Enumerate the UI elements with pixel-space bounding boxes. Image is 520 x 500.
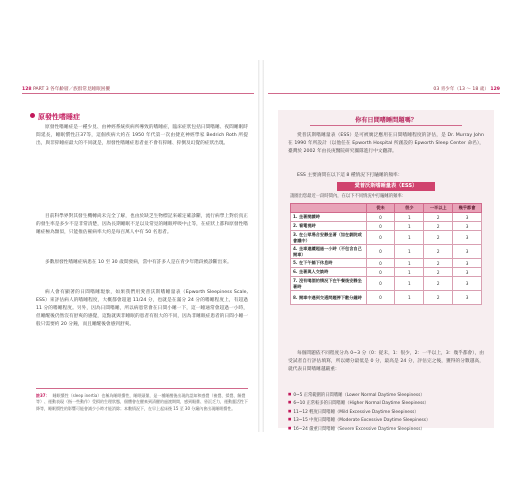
list-item: ■ 16~24 嚴重日間嗜睡（Severe Excessive Daytime Sleepiness） [288,425,484,433]
ess-score: 3 [453,245,482,259]
footnote-text: 睡眠慣性（sleep inertia）也稱為睡眠慣性，睡眠頭暈，是一種睡醒後出現的認知和感覺（複覺、揉覺、解覺等）、運動表現（指一些動作）受損的生理狀態，個體會在醒來到清醒的過渡期間，感到眼暈、昏沉乏力，運動靈活性下降等，睡眠慣性的影響可能會減少小時才能消除；本數情況下，在早上起床後 15 至 30 分鐘內會出現睡眠慣性。 [36,393,248,411]
table-row [291,213,482,222]
ess-score: 0 [366,259,395,268]
footnote [36,393,248,412]
table-row [291,259,482,268]
ess-score: 1 [395,291,424,305]
ess-score: 2 [424,222,453,231]
ess-score: 1 [395,259,424,268]
right-chapter-title: 03 青少年（13 ～ 18 歲） [433,87,489,92]
ess-item: 8. 開車中遇到交通問題停下數分鐘時 [291,291,367,305]
book-spread [18,60,504,432]
ess-score: 0 [366,245,395,259]
ess-score: 3 [453,231,482,245]
ess-intro: 愛普沃斯嗜睡量表（ESS）是可被廣泛應用在日間嗜睡程度的評估，是 Dr. Murray John 在 1990 年所設計（以他任在 Epworth Hospital 所創設的 Epworth Sleep Center 命名），臺灣於 2002 年由長庚醫院研究團隊進行中文翻譯。 [288,133,484,154]
right-running-header [433,86,500,92]
table-row [291,277,482,291]
ess-score: 2 [424,268,453,277]
bullet-dot-icon [30,113,35,118]
list-item: ■ 11~12 輕度日間嗜睡（Mild Excessive Daytime Sleepiness） [288,408,484,416]
ess-score: 1 [395,222,424,231]
ess-col-rarely: 很少 [395,204,424,213]
ess-score: 3 [453,291,482,305]
ess-score: 2 [424,231,453,245]
section-title-text: 原發性嗜睡症 [38,113,80,121]
ess-score: 2 [424,213,453,222]
ess-score: 3 [453,277,482,291]
ess-item: 5. 在下午躺下休息時 [291,259,367,268]
ess-table-header-row [291,204,482,213]
left-header-rule [22,93,254,94]
ess-table [290,203,482,305]
ess-item: 1. 坐著閱讀時 [291,213,367,222]
ess-score: 0 [366,222,395,231]
table-row [291,268,482,277]
ess-score: 0 [366,291,395,305]
list-item: ■ 0~5 正常範圍的日間嗜睡（Lower Normal Daytime Sleepiness） [288,391,484,399]
ess-table-title: 愛普沃斯嗜睡量表（ESS） [337,182,435,191]
table-row [291,222,482,231]
paragraph-3: 多數原發性嗜睡症病患在 10 至 30 歲間發病，當中有許多人是在青少年階段被診斷出來。 [45,260,232,265]
list-item: ■ 13~15 中度日間嗜睡（Moderate Excessive Daytime Sleepiness） [288,416,484,424]
ess-score: 1 [395,245,424,259]
table-row [291,291,482,305]
ess-score: 1 [395,268,424,277]
ess-score: 1 [395,277,424,291]
right-page-number: 129 [490,87,500,92]
ess-item: 6. 坐著與人交談時 [291,268,367,277]
left-running-header [22,86,110,92]
ess-score: 2 [424,277,453,291]
ess-score: 0 [366,231,395,245]
ess-col-item [291,204,367,213]
left-page [18,60,258,432]
section-title [30,112,80,122]
ess-score: 3 [453,213,482,222]
ess-score: 0 [366,268,395,277]
ess-intro-2: ESS 主要詢問在以下這 8 種情況下打瞌睡的頻率： [297,173,403,178]
ess-col-never: 從未 [366,204,395,213]
ess-item: 4. 坐車連續超過一小時（不包含自己開車） [291,245,367,259]
ess-score: 2 [424,245,453,259]
paragraph-1: 原發性嗜睡症是一種少見、由神經系統疾病所導致的嗜睡症，臨床症狀包括日間嗜睡、夜間睡眠時間延長，睡眠慣性註37等，這個疾病大約在 1950 年代第一次由捷克神經學家 Bedrich Roth 所提出，與非猝睡症最大的不同就是，原發性嗜睡症患者並不會有猝睡、猝倒及幻覺的症狀出現。 [36,125,248,146]
paragraph-2: 目前科學界對其發生機轉尚未完全了解，也由於缺乏生物標記來確定確診斷，流行病學上對於真正的發生率是多少不是非常清楚，因為長期睡眠不足以及常見的睡眠呼吸中止等，在症狀上都和原發性嗜睡症極為類似，只能推估罹病率大約是每百萬人中有 50 名患者。 [36,214,248,235]
score-level-list [288,391,484,433]
ess-score: 3 [453,268,482,277]
ess-score: 1 [395,231,424,245]
ess-score: 1 [395,213,424,222]
ess-item: 3. 在公眾場合安靜坐著（如在劇院或會議中） [291,231,367,245]
footnote-rule [36,388,248,389]
left-part-title: PART 3 各年齡層／族群常見睡眠困擾 [33,87,110,92]
ess-score: 0 [366,213,395,222]
box-title: 你有日間嗜睡問題嗎？ [355,117,417,124]
ess-table-lead: 請圈出您最近一段時間內，在以下不同情況中打瞌睡的頻率： [290,194,407,199]
footnote-label: 註37： [36,393,50,398]
list-item: ■ 6~10 正常較多的日間嗜睡（Higher Normal Daytime Sleepiness） [288,399,484,407]
ess-col-half: 一半以上 [424,204,453,213]
scoring-explanation: 每個問題依不同程度分為 0~3 分（0：從未，1：很少，2：一半以上，3：幾乎都會），由受試者自行評估填寫，所以總分最低是 0 分，最高是 24 分，評估完之後，獲得的分數越高，就代表日間嗜睡越嚴重： [288,351,484,372]
ess-item: 7. 沒有喝酒的情況下在午餐後安靜坐著時 [291,277,367,291]
left-page-number: 128 [22,87,32,92]
ess-score: 3 [453,259,482,268]
table-row [291,245,482,259]
ess-col-almost-always: 幾乎都會 [453,204,482,213]
paragraph-4: 病人會有顯著的日間嗜睡現象，如果我們用愛普沃斯嗜睡量表（Epworth Sleepiness Scale, ESS）來評估病人的嗜睡程度，大概都會超過 11/24 分，也就是在滿分 24 分的嗜睡程度上，有超過 11 分的嗜睡程度。另外，因為日間嗜睡，所以病患常會在日間小睡一下，這一睡通常會超過一小時，但睡醒後仍然沒有舒爽的感覺，這點就與非睡眠的患者有很大的不同，因為非睡眠症患者的日間小睡一般只需要約 20 分鐘，而且睡醒後會感到舒爽。 [36,290,248,327]
ess-score: 2 [424,259,453,268]
ess-score: 2 [424,291,453,305]
box-title-rule [310,125,462,126]
table-row [291,231,482,245]
ess-info-box [278,110,494,432]
ess-score: 0 [366,277,395,291]
ess-item: 2. 看電視時 [291,222,367,231]
right-page [264,60,504,432]
right-header-rule [268,93,500,94]
ess-score: 3 [453,222,482,231]
